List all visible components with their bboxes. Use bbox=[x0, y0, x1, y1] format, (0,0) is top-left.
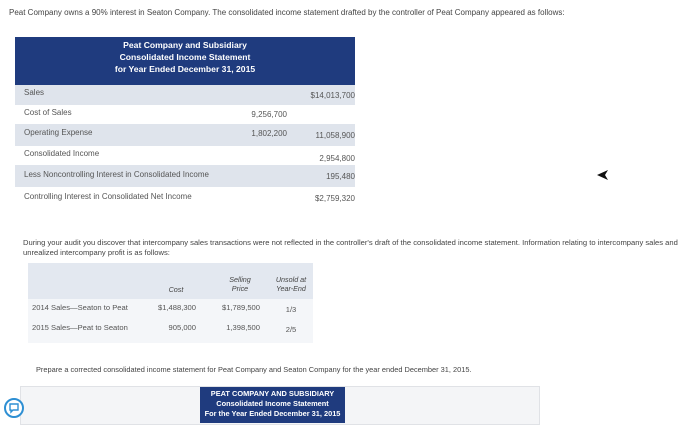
row-total: 2,954,800 bbox=[319, 154, 355, 163]
row-label: Sales bbox=[24, 88, 45, 97]
row-amount: 1,802,200 bbox=[251, 129, 287, 138]
row-unsold: 1/3 bbox=[285, 305, 297, 314]
table-row bbox=[15, 124, 355, 146]
row-amount: 9,256,700 bbox=[251, 110, 287, 119]
chat-icon[interactable] bbox=[4, 398, 24, 418]
row-label: 2014 Sales—Seaton to Peat bbox=[32, 303, 128, 312]
pointer-cursor-icon bbox=[597, 167, 609, 185]
row-label: Operating Expense bbox=[24, 128, 93, 137]
row-label: 2015 Sales—Peat to Seaton bbox=[32, 323, 128, 332]
table-row bbox=[15, 85, 355, 105]
row-label: Cost of Sales bbox=[24, 108, 72, 117]
answer-statement-header bbox=[200, 387, 345, 423]
income-statement-header bbox=[15, 37, 355, 85]
row-price: $1,789,500 bbox=[221, 303, 260, 312]
answer-statement-title: Consolidated Income Statement bbox=[216, 399, 329, 408]
row-cost: $1,488,300 bbox=[157, 303, 196, 312]
row-unsold: 2/5 bbox=[285, 325, 297, 334]
unsold-header-line1: Unsold at bbox=[275, 275, 307, 284]
answer-statement-period: For the Year Ended December 31, 2015 bbox=[204, 409, 341, 418]
answer-company-title: PEAT COMPANY AND SUBSIDIARY bbox=[210, 389, 335, 398]
row-label: Less Noncontrolling Interest in Consolidated Income bbox=[24, 170, 209, 179]
audit-text: During your audit you discover that intercompany sales transactions were not reflected in the controller's draft of the consolidated income statement. Information relating to intercompany sales and unrealized intercompany profit is as follows: bbox=[23, 238, 678, 257]
selling-price-header-line2: Price bbox=[231, 284, 249, 293]
selling-price-header-line1: Selling bbox=[229, 275, 251, 284]
intercompany-table bbox=[28, 263, 313, 343]
unsold-header-line2: Year-End bbox=[276, 284, 306, 293]
row-total: 195,480 bbox=[326, 172, 355, 181]
table-row bbox=[15, 187, 355, 209]
table-row bbox=[15, 105, 355, 123]
table-row bbox=[15, 165, 355, 187]
row-price: 1,398,500 bbox=[226, 323, 260, 332]
prepare-instruction: Prepare a corrected consolidated income statement for Peat Company and Seaton Company for the year ended December 31, 2015. bbox=[36, 365, 472, 374]
row-total: $14,013,700 bbox=[310, 91, 355, 100]
chat-icon-glyph bbox=[8, 402, 20, 414]
income-statement-table bbox=[15, 85, 355, 213]
cost-header: Cost bbox=[168, 285, 184, 294]
row-cost: 905,000 bbox=[168, 323, 196, 332]
company-title: Peat Company and Subsidiary bbox=[123, 40, 247, 50]
statement-title: Consolidated Income Statement bbox=[119, 52, 251, 62]
row-total: $2,759,320 bbox=[314, 194, 355, 203]
row-total: 11,058,900 bbox=[315, 131, 355, 140]
row-label: Consolidated Income bbox=[24, 149, 100, 158]
table-row bbox=[15, 146, 355, 164]
row-label: Controlling Interest in Consolidated Net Income bbox=[24, 192, 192, 201]
statement-period: for Year Ended December 31, 2015 bbox=[114, 64, 256, 74]
intro-text: Peat Company owns a 90% interest in Seaton Company. The consolidated income statement drafted by the controller of Peat Company appeared as follows: bbox=[9, 8, 565, 17]
